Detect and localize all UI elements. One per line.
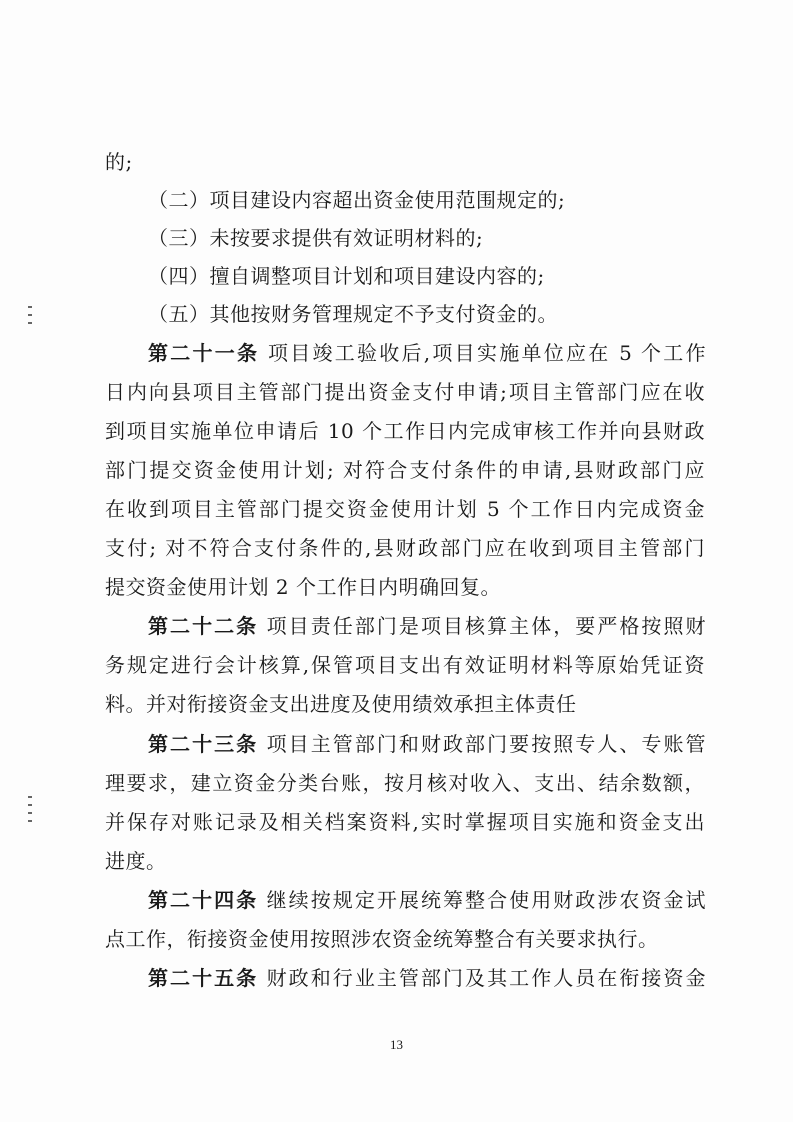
article-24-first-line: [148, 886, 706, 914]
article-21-line: 日内向县项目主管部门提出资金支付申请;项目主管部门应在收: [105, 380, 705, 404]
article-23-line: 并保存对账记录及相关档案资料,实时掌握项目实施和资金支出: [105, 810, 705, 834]
article-23-text: 项目主管部门和财政部门要按照专人、专账管: [266, 732, 707, 756]
article-23-heading: 第二十三条: [148, 732, 259, 756]
article-21-line: 提交资金使用计划 2 个工作日内明确回复。: [105, 575, 501, 599]
article-22-line: 务规定进行会计核算,保管项目支出有效证明材料等原始凭证资: [105, 653, 705, 677]
article-22-line: 料。并对衔接资金支出进度及使用绩效承担主体责任: [105, 692, 577, 716]
article-21-line: 到项目实施单位申请后 10 个工作日内完成审核工作并向县财政: [105, 419, 705, 443]
article-25-text: 财政和行业主管部门及其工作人员在衔接资金: [266, 966, 707, 990]
list-item: （三）未按要求提供有效证明材料的;: [148, 226, 484, 250]
article-22-text: 项目责任部门是项目核算主体，要严格按照财: [266, 614, 707, 638]
article-24-line: 点工作，衔接资金使用按照涉农资金统筹整合有关要求执行。: [105, 927, 659, 951]
article-21-text: 项目竣工验收后,项目实施单位应在 5 个工作: [267, 341, 707, 365]
article-24-text: 继续按规定开展统筹整合使用财政涉农资金试: [266, 888, 707, 912]
article-23-line: 进度。: [105, 849, 167, 873]
article-23-line: 理要求，建立资金分类台账，按月核对收入、支出、结余数额，: [105, 771, 705, 795]
article-21-line: 支付; 对不符合支付条件的,县财政部门应在收到项目主管部门: [105, 536, 705, 560]
continuation-line: 的;: [105, 150, 133, 174]
margin-punch-marks-upper: [28, 300, 40, 330]
article-23-first-line: [148, 730, 706, 758]
page-number: 13: [390, 1037, 403, 1052]
article-21-line: 部门提交资金使用计划; 对符合支付条件的申请,县财政部门应: [105, 458, 705, 482]
article-24-heading: 第二十四条: [148, 888, 259, 912]
margin-punch-marks-lower: [28, 790, 40, 828]
article-21-heading: 第二十一条: [148, 341, 260, 365]
article-25-first-line: [148, 964, 706, 992]
article-25-heading: 第二十五条: [148, 966, 259, 990]
article-21-first-line: [148, 339, 706, 367]
list-item: （四）擅自调整项目计划和项目建设内容的;: [148, 264, 545, 288]
article-21-line: 在收到项目主管部门提交资金使用计划 5 个工作日内完成资金: [105, 497, 705, 521]
list-item: （五）其他按财务管理规定不予支付资金的。: [148, 302, 558, 326]
article-22-first-line: [148, 612, 706, 640]
list-item: （二）项目建设内容超出资金使用范围规定的;: [148, 188, 566, 212]
article-22-heading: 第二十二条: [148, 614, 259, 638]
